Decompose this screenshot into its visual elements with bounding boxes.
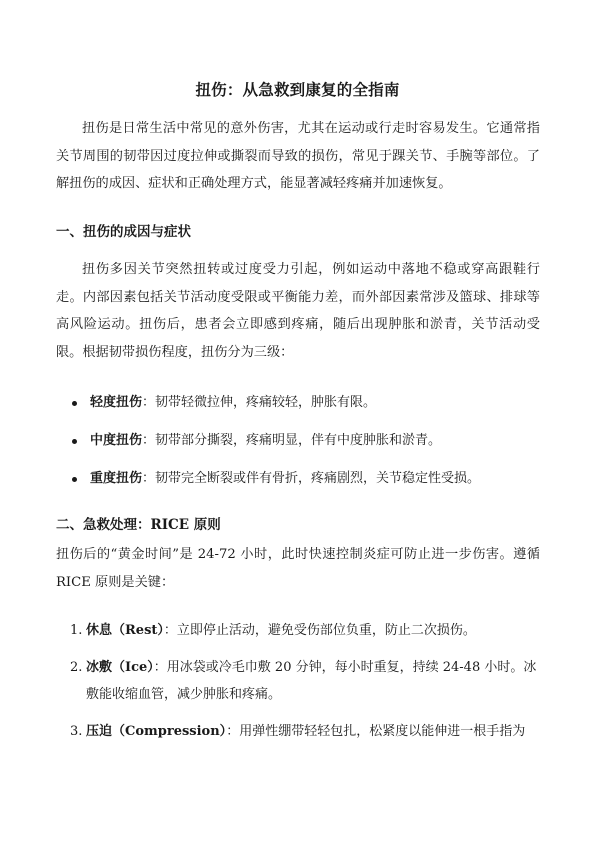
intro-paragraph: 扭伤是日常生活中常见的意外伤害，尤其在运动或行走时容易发生。它通常指关节周围的韧带因过度拉伸或撕裂而导致的损伤，常见于踝关节、手腕等部位。了解扭伤的成因、症状和正确处理方式，能显著减轻疼痛并加速恢复。 bbox=[56, 121, 540, 191]
document-title: 扭伤：从急救到康复的全指南 bbox=[195, 80, 400, 99]
bullet-icon bbox=[72, 439, 77, 444]
item-desc: 韧带完全断裂或伴有骨折，疼痛剧烈，关节稳定性受损。 bbox=[155, 471, 481, 486]
section2-heading: 二、急救处理：RICE 原则 bbox=[56, 517, 221, 533]
item-separator: ： bbox=[163, 623, 177, 638]
section2-paragraph: 扭伤后的“黄金时间”是 24-72 小时，此时快速控制炎症可防止进一步伤害。遵循 RICE 原则是关键： bbox=[56, 547, 540, 590]
item-number: 3. bbox=[70, 724, 83, 739]
item-desc: 立即停止活动，避免受伤部位负重，防止二次损伤。 bbox=[176, 623, 476, 638]
list-item bbox=[56, 393, 540, 431]
item-number: 1. bbox=[70, 623, 83, 638]
list-item bbox=[56, 469, 540, 507]
item-term: 压迫（Compression） bbox=[86, 724, 227, 739]
item-separator: ： bbox=[142, 433, 156, 448]
item-term: 休息（Rest） bbox=[86, 623, 164, 638]
item-number: 2. bbox=[70, 660, 83, 675]
item-desc: 用冰袋或冷毛巾敷 20 分钟，每小时重复，持续 24-48 小时。冰敷能收缩血管，减少肿胀和疼痛。 bbox=[86, 660, 537, 702]
list-item bbox=[56, 431, 540, 469]
section1-heading: 一、扭伤的成因与症状 bbox=[56, 224, 191, 240]
item-desc: 韧带轻微拉伸，疼痛较轻，肿胀有限。 bbox=[155, 395, 377, 410]
item-term: 冰敷（Ice） bbox=[86, 660, 154, 675]
item-separator: ： bbox=[142, 395, 156, 410]
list-item bbox=[56, 654, 542, 708]
bullet-icon bbox=[72, 477, 77, 482]
section1-paragraph: 扭伤多因关节突然扭转或过度受力引起，例如运动中落地不稳或穿高跟鞋行走。内部因素包括关节活动度受限或平衡能力差，而外部因素常涉及篮球、排球等高风险运动。扭伤后，患者会立即感到疼痛，随后出现肿胀和淤青，关节活动受限。根据韧带损伤程度，扭伤分为三级： bbox=[56, 262, 540, 360]
item-term: 轻度扭伤 bbox=[90, 395, 143, 410]
item-separator: ： bbox=[226, 724, 240, 739]
item-desc: 韧带部分撕裂，疼痛明显，伴有中度肿胀和淤青。 bbox=[155, 433, 442, 448]
item-desc: 用弹性绷带轻轻包扎，松紧度以能伸进一根手指为 bbox=[239, 724, 526, 739]
severity-list bbox=[56, 393, 540, 507]
bullet-icon bbox=[72, 401, 77, 406]
rice-list bbox=[56, 617, 542, 755]
list-item bbox=[56, 617, 542, 644]
item-term: 中度扭伤 bbox=[90, 433, 143, 448]
item-term: 重度扭伤 bbox=[90, 471, 143, 486]
list-item bbox=[56, 718, 542, 745]
item-separator: ： bbox=[142, 471, 156, 486]
item-separator: ： bbox=[153, 660, 167, 675]
